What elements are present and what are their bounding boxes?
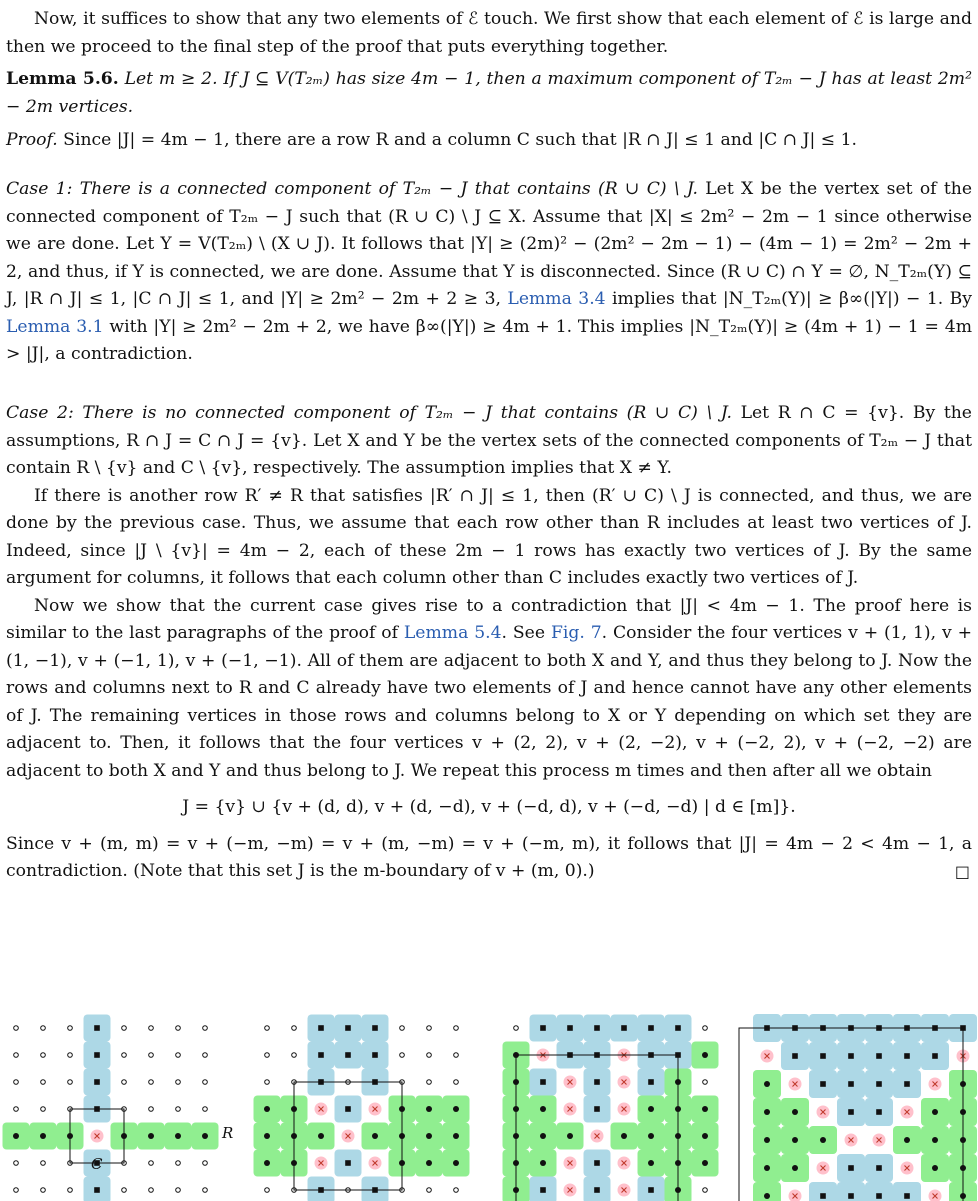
square-vertex xyxy=(372,1052,378,1058)
case-2-para3-a: Now we show that the current case gives rise to a contradiction that |J| < 4m − 1. The proof here is similar to the last paragraphs of the proof of xyxy=(6,595,972,643)
filled-vertex xyxy=(932,1137,938,1143)
open-vertex xyxy=(68,1188,73,1193)
open-vertex xyxy=(265,1080,270,1085)
square-vertex xyxy=(848,1193,854,1199)
filled-vertex xyxy=(264,1133,270,1139)
filled-vertex xyxy=(264,1106,270,1112)
filled-vertex xyxy=(202,1133,208,1139)
square-vertex xyxy=(567,1025,573,1031)
open-vertex xyxy=(292,1026,297,1031)
square-vertex xyxy=(675,1025,681,1031)
filled-vertex xyxy=(702,1133,708,1139)
open-vertex xyxy=(176,1188,181,1193)
open-vertex xyxy=(203,1161,208,1166)
filled-vertex xyxy=(40,1133,46,1139)
open-vertex xyxy=(703,1026,708,1031)
label-C: C xyxy=(91,1155,103,1173)
filled-vertex xyxy=(648,1133,654,1139)
square-vertex xyxy=(932,1053,938,1059)
open-vertex xyxy=(14,1026,19,1031)
open-vertex xyxy=(41,1080,46,1085)
open-vertex xyxy=(176,1026,181,1031)
open-vertex xyxy=(176,1053,181,1058)
open-vertex xyxy=(703,1188,708,1193)
square-vertex xyxy=(820,1193,826,1199)
filled-vertex xyxy=(453,1133,459,1139)
square-vertex xyxy=(904,1053,910,1059)
filled-vertex xyxy=(540,1133,546,1139)
open-vertex xyxy=(68,1080,73,1085)
qed-symbol: □ xyxy=(954,862,970,881)
square-vertex xyxy=(848,1109,854,1115)
open-vertex xyxy=(14,1188,19,1193)
square-vertex xyxy=(318,1025,324,1031)
label-R: R xyxy=(222,1124,234,1142)
open-vertex xyxy=(265,1188,270,1193)
filled-vertex xyxy=(792,1137,798,1143)
open-vertex xyxy=(14,1161,19,1166)
filled-vertex xyxy=(702,1160,708,1166)
filled-vertex xyxy=(932,1109,938,1115)
square-vertex xyxy=(848,1081,854,1087)
intro-paragraph xyxy=(6,6,972,61)
square-vertex xyxy=(94,1187,100,1193)
open-vertex xyxy=(149,1053,154,1058)
filled-vertex xyxy=(453,1106,459,1112)
square-vertex xyxy=(848,1165,854,1171)
open-vertex xyxy=(41,1107,46,1112)
square-vertex xyxy=(820,1081,826,1087)
square-vertex xyxy=(345,1025,351,1031)
case-1-paragraph xyxy=(6,176,972,369)
case-1-text-c: with |Y| ≥ 2m² − 2m + 2, we have β∞(|Y|) ≥ 4m + 1. This implies |N_T₂ₘ(Y)| ≥ (4m + 1) − 1 = 4m > |J|, a contradiction. xyxy=(6,316,972,364)
filled-vertex xyxy=(426,1160,432,1166)
square-vertex xyxy=(540,1025,546,1031)
case-2-closing: Since v + (m, m) = v + (−m, −m) = v + (m, −m) = v + (−m, m), it follows that |J| = 4m − 2 < 4m − 1, a contradiction. (Note that this set J is the m-boundary of v + (m, 0).) xyxy=(6,833,972,881)
square-vertex xyxy=(594,1160,600,1166)
filled-vertex xyxy=(372,1133,378,1139)
square-vertex xyxy=(94,1052,100,1058)
filled-vertex xyxy=(904,1137,910,1143)
filled-vertex xyxy=(318,1133,324,1139)
square-vertex xyxy=(94,1025,100,1031)
square-vertex xyxy=(540,1079,546,1085)
open-vertex xyxy=(703,1080,708,1085)
filled-vertex xyxy=(175,1133,181,1139)
open-vertex xyxy=(149,1026,154,1031)
filled-vertex xyxy=(820,1137,826,1143)
filled-vertex xyxy=(13,1133,19,1139)
open-vertex xyxy=(292,1053,297,1058)
open-vertex xyxy=(41,1161,46,1166)
square-vertex xyxy=(345,1106,351,1112)
display-equation: J = {v} ∪ {v + (d, d), v + (d, −d), v + (−d, d), v + (−d, −d) | d ∈ [m]}. xyxy=(182,797,796,817)
open-vertex xyxy=(41,1188,46,1193)
intro-text: Now, it suffices to show that any two elements of ℰ touch. We first show that each element of ℰ is large and then we proceed to the final step of the proof that puts everything together. xyxy=(6,9,972,57)
square-vertex xyxy=(876,1165,882,1171)
square-vertex xyxy=(594,1187,600,1193)
filled-vertex xyxy=(148,1133,154,1139)
square-vertex xyxy=(792,1053,798,1059)
filled-vertex xyxy=(567,1133,573,1139)
filled-vertex xyxy=(426,1106,432,1112)
lemma-5-4-link[interactable]: Lemma 5.4 xyxy=(403,623,502,643)
open-vertex xyxy=(203,1026,208,1031)
square-vertex xyxy=(648,1079,654,1085)
open-vertex xyxy=(203,1188,208,1193)
open-vertex xyxy=(122,1080,127,1085)
filled-vertex xyxy=(764,1137,770,1143)
filled-vertex xyxy=(764,1193,770,1199)
lemma-label: Lemma 5.6. xyxy=(6,69,119,89)
open-vertex xyxy=(122,1188,127,1193)
lemma-statement: Let m ≥ 2. If J ⊆ V(T₂ₘ) has size 4m − 1, then a maximum component of T₂ₘ − J has at least 2m² − 2m vertices. xyxy=(6,69,972,117)
case-2-text: Let R ∩ C = {v}. By the assumptions, R ∩ J = C ∩ J = {v}. Let X and Y be the vertex sets of the connected components of T₂ₘ − J that contain R \ {v} and C \ {v}, respectively. The assumption implies that X ≠ Y. xyxy=(6,403,972,478)
square-vertex xyxy=(621,1025,627,1031)
square-vertex xyxy=(372,1025,378,1031)
lemma-3-1-link[interactable]: Lemma 3.1 xyxy=(6,316,104,337)
open-vertex xyxy=(149,1080,154,1085)
open-vertex xyxy=(203,1053,208,1058)
filled-vertex xyxy=(540,1160,546,1166)
lemma-3-4-link[interactable]: Lemma 3.4 xyxy=(507,289,606,309)
open-vertex xyxy=(149,1107,154,1112)
open-vertex xyxy=(400,1026,405,1031)
fig-7-link[interactable]: Fig. 7 xyxy=(550,623,602,643)
open-vertex xyxy=(149,1188,154,1193)
square-vertex xyxy=(94,1079,100,1085)
filled-vertex xyxy=(702,1106,708,1112)
square-vertex xyxy=(848,1053,854,1059)
filled-vertex xyxy=(792,1109,798,1115)
open-vertex xyxy=(427,1026,432,1031)
open-vertex xyxy=(41,1053,46,1058)
filled-vertex xyxy=(264,1160,270,1166)
case-1-text-a: Let X be the vertex set of the connected component of T₂ₘ − J such that (R ∪ C) \ J ⊆ X. Assume that |X| ≤ 2m² − 2m − 1 since otherwise we are done. Let Y = V(T₂ₘ) \ (X ∪ J). It follows that |Y| ≥ (2m)² − (2m² − 2m − 1) − (4m − 1) = 2m² − 2m + 2, and thus, if Y is connected, we are done. Assume that Y is disconnected. Since (R ∪ C) ∩ Y = ∅, N_T₂ₘ(Y) ⊆ J, |R ∩ J| ≤ 1, |C ∩ J| ≤ 1, and |Y| ≥ 2m² − 2m + 2 ≥ 3, xyxy=(6,179,972,309)
square-vertex xyxy=(820,1053,826,1059)
open-vertex xyxy=(454,1026,459,1031)
figure-7 xyxy=(0,1010,978,1201)
open-vertex xyxy=(122,1026,127,1031)
case-2-paragraph-3 xyxy=(6,593,972,786)
square-vertex xyxy=(648,1187,654,1193)
square-vertex xyxy=(345,1160,351,1166)
open-vertex xyxy=(68,1026,73,1031)
proof-opening xyxy=(6,127,972,155)
case-1-text-b: implies that |N_T₂ₘ(Y)| ≥ β∞(|Y|) − 1. By xyxy=(612,289,972,309)
open-vertex xyxy=(427,1080,432,1085)
open-vertex xyxy=(514,1026,519,1031)
open-vertex xyxy=(14,1080,19,1085)
square-vertex xyxy=(876,1081,882,1087)
open-vertex xyxy=(122,1053,127,1058)
square-vertex xyxy=(594,1106,600,1112)
filled-vertex xyxy=(540,1106,546,1112)
square-vertex xyxy=(904,1081,910,1087)
filled-vertex xyxy=(792,1165,798,1171)
square-vertex xyxy=(904,1193,910,1199)
open-vertex xyxy=(454,1080,459,1085)
case-1-heading: Case 1: There is a connected component of T₂ₘ − J that contains (R ∪ C) \ J. xyxy=(6,179,698,199)
open-vertex xyxy=(68,1053,73,1058)
proof-label: Proof. xyxy=(6,130,58,150)
open-vertex xyxy=(265,1026,270,1031)
case-2-para3-c: . Consider the four vertices v + (1, 1), v + (1, −1), v + (−1, 1), v + (−1, −1). All of them are adjacent to both X and Y, and thus they belong to J. Now the rows and columns next to R and C already have two elements of J and hence cannot have any other elements of J. The remaining vertices in those rows and columns belong to X or Y depending on which set they are adjacent to. Then, it follows that the four vertices v + (2, 2), v + (2, −2), v + (−2, 2), v + (−2, −2) are adjacent to both X and Y and thus belong to J. We repeat this process m times and then after all we obtain xyxy=(6,623,972,781)
case-2-para3-b: . See xyxy=(501,623,546,643)
filled-vertex xyxy=(764,1165,770,1171)
open-vertex xyxy=(176,1080,181,1085)
square-vertex xyxy=(594,1025,600,1031)
open-vertex xyxy=(149,1161,154,1166)
open-vertex xyxy=(427,1188,432,1193)
filled-vertex xyxy=(932,1165,938,1171)
open-vertex xyxy=(203,1080,208,1085)
filled-vertex xyxy=(702,1052,708,1058)
open-vertex xyxy=(14,1053,19,1058)
filled-vertex xyxy=(453,1160,459,1166)
filled-vertex xyxy=(648,1160,654,1166)
proof-opening-text: Since |J| = 4m − 1, there are a row R and a column C such that |R ∩ J| ≤ 1 and |C ∩ J| ≤ 1. xyxy=(63,130,857,150)
square-vertex xyxy=(876,1193,882,1199)
lemma-5-6 xyxy=(6,66,972,121)
square-vertex xyxy=(540,1187,546,1193)
open-vertex xyxy=(427,1053,432,1058)
square-vertex xyxy=(876,1109,882,1115)
filled-vertex xyxy=(426,1133,432,1139)
open-vertex xyxy=(41,1026,46,1031)
open-vertex xyxy=(203,1107,208,1112)
open-vertex xyxy=(14,1107,19,1112)
square-vertex xyxy=(318,1052,324,1058)
open-vertex xyxy=(454,1188,459,1193)
square-vertex xyxy=(648,1025,654,1031)
case-2-paragraph-2: If there is another row R′ ≠ R that satisfies |R′ ∩ J| ≤ 1, then (R′ ∪ C) \ J is connected, and thus, we are done by the previous case. Thus, we assume that each row other than R includes at least two vertices of J. Indeed, since |J \ {v}| = 4m − 2, each of these 2m − 1 rows has exactly two vertices of J. By the same argument for columns, it follows that each column other than C includes exactly two vertices of J. xyxy=(6,485,972,588)
square-vertex xyxy=(876,1053,882,1059)
open-vertex xyxy=(176,1107,181,1112)
filled-vertex xyxy=(764,1109,770,1115)
filled-vertex xyxy=(621,1133,627,1139)
open-vertex xyxy=(400,1053,405,1058)
case-2-paragraph xyxy=(6,400,972,886)
open-vertex xyxy=(176,1161,181,1166)
open-vertex xyxy=(454,1053,459,1058)
filled-vertex xyxy=(648,1106,654,1112)
open-vertex xyxy=(265,1053,270,1058)
square-vertex xyxy=(345,1052,351,1058)
square-vertex xyxy=(594,1079,600,1085)
case-2-heading: Case 2: There is no connected component of T₂ₘ − J that contains (R ∪ C) \ J. xyxy=(6,403,732,423)
filled-vertex xyxy=(764,1081,770,1087)
